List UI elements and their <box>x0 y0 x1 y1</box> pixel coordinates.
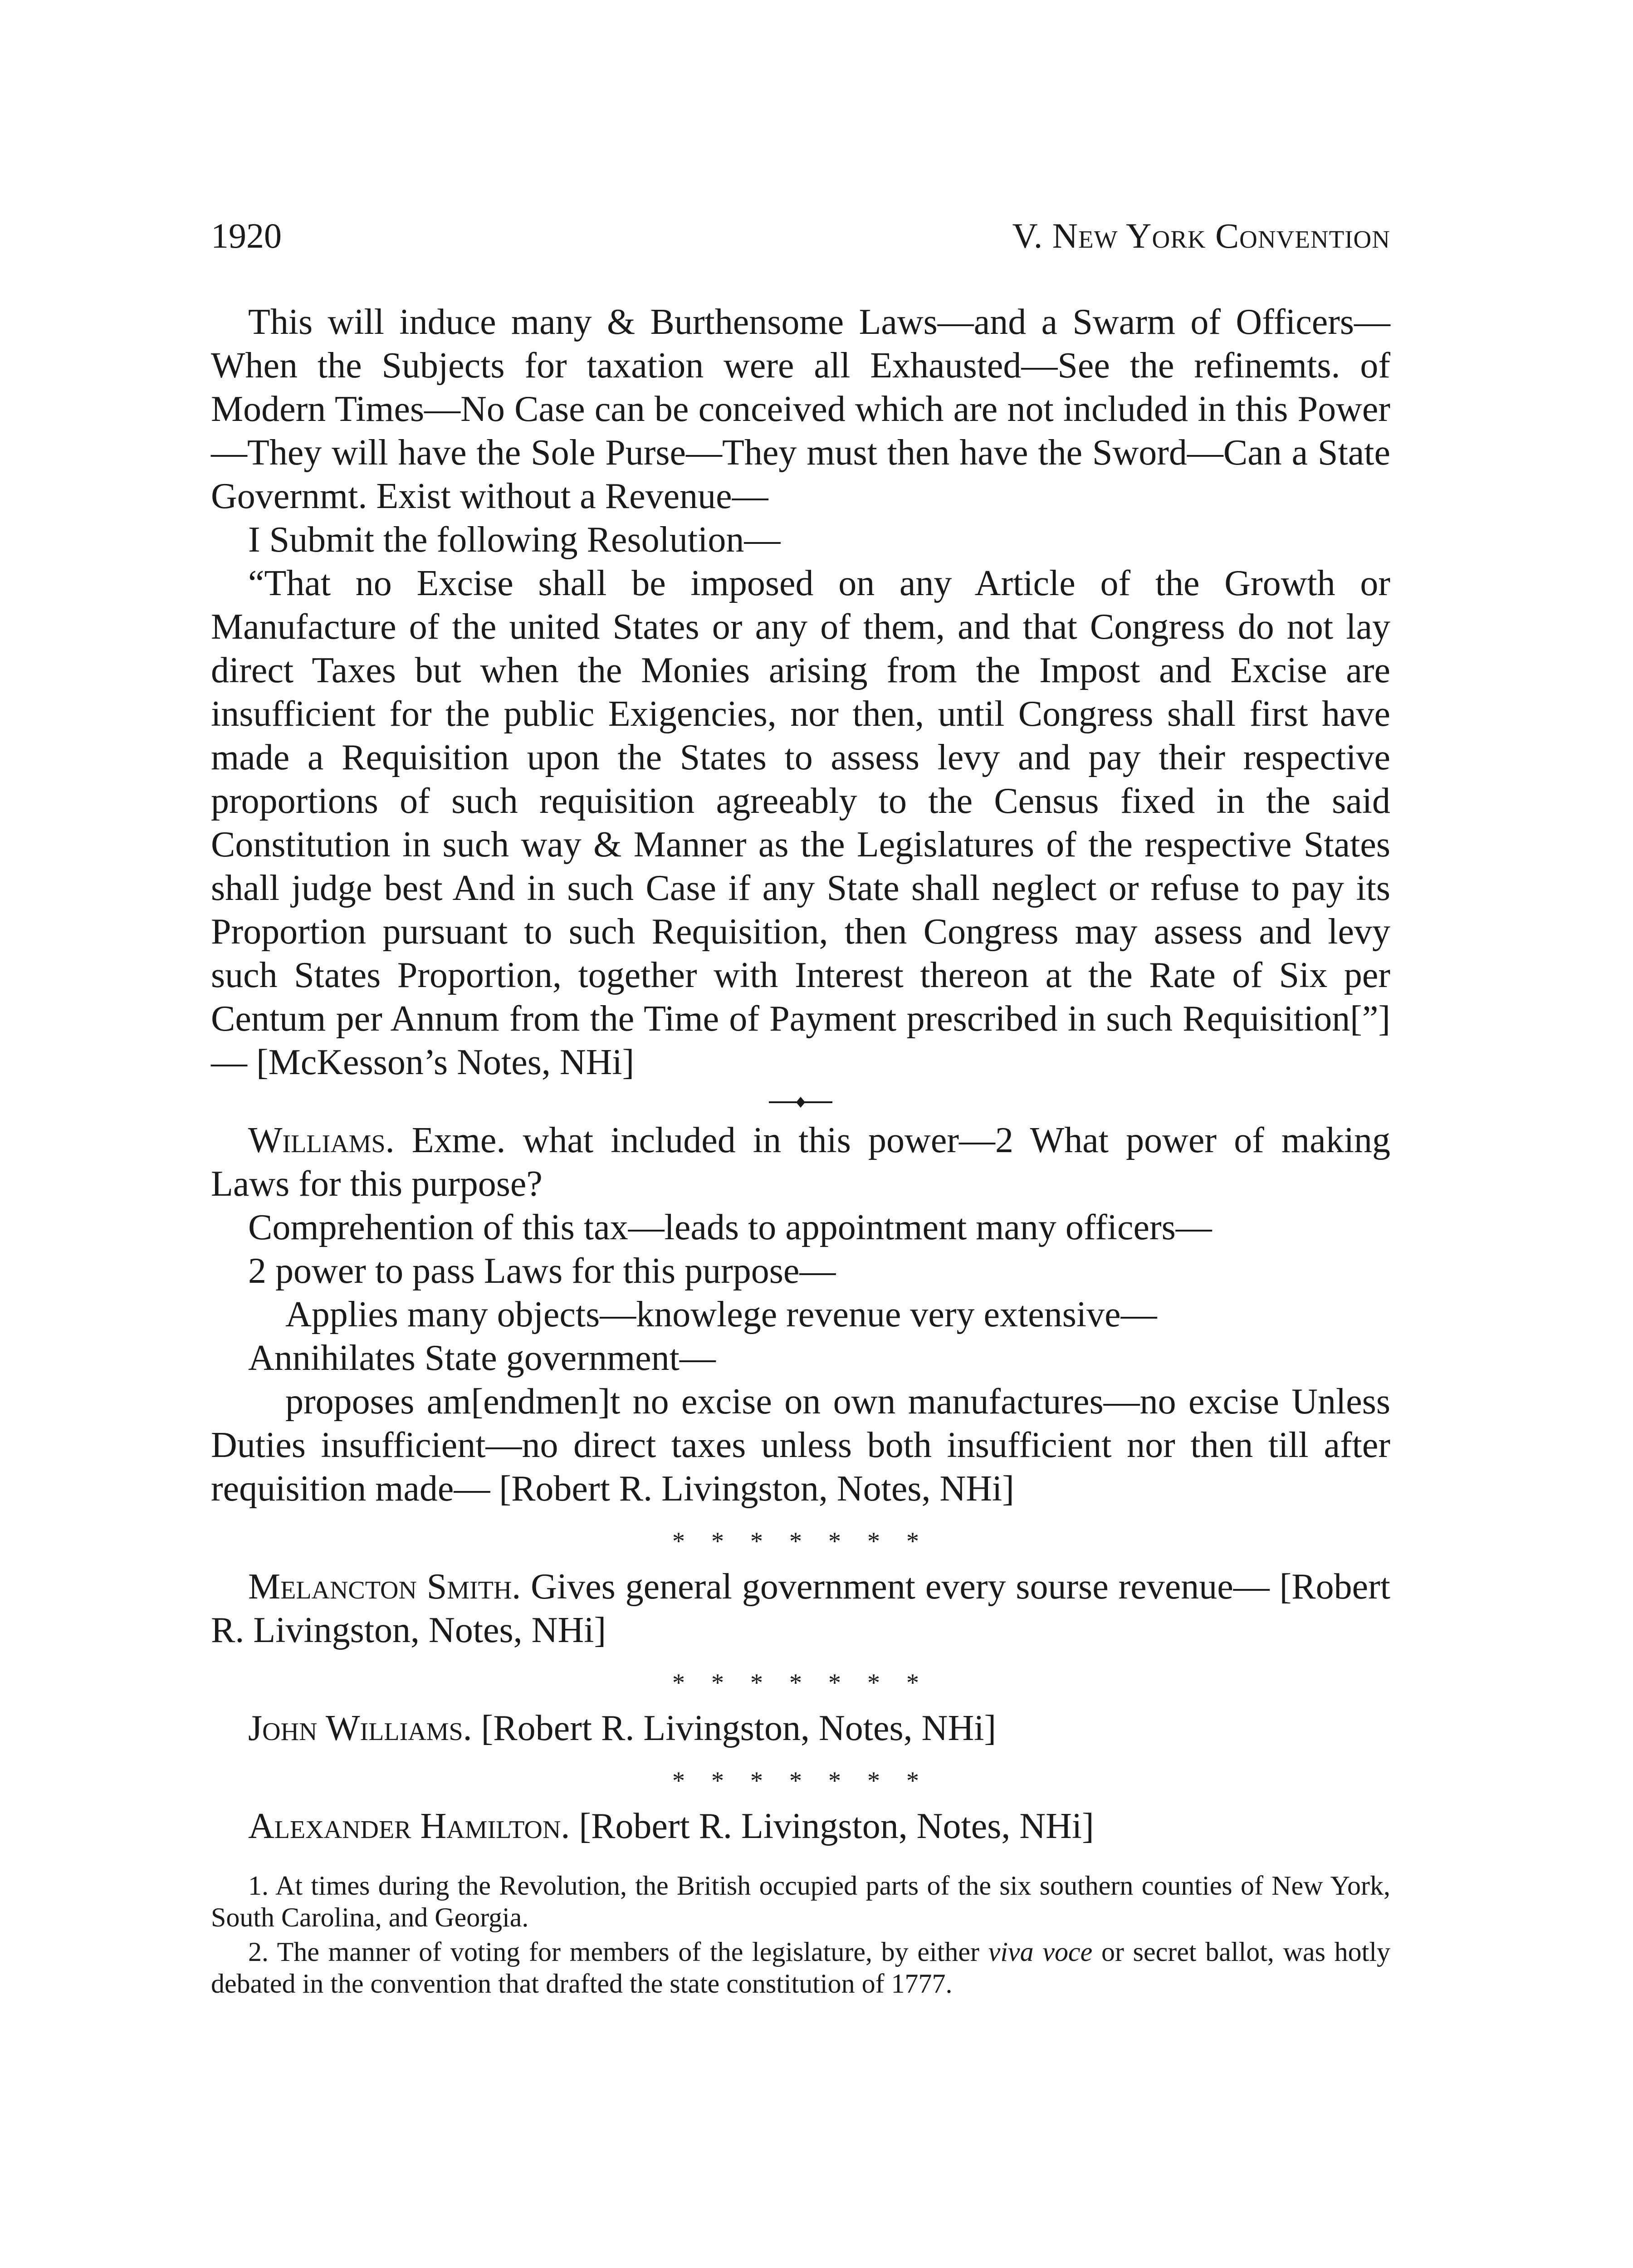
running-head: V. New York Convention <box>1012 216 1390 255</box>
asterisk-separator-2: * * * * * * * <box>672 1669 929 1697</box>
asterisk-separator-1: * * * * * * * <box>672 1527 929 1555</box>
section-ornament <box>211 1086 1390 1119</box>
footnotes <box>211 1870 1390 1999</box>
williams-line-6: proposes am[endmen]t no excise on own manufactures—no excise Unless Duties insufficient—no direct taxes unless both insufficient nor then till after requisition made— [Robert R. Livingston, Notes, NHi] <box>211 1382 1390 1509</box>
smith-text: Gives general government every sourse revenue— [Robert R. Livingston, Notes, NHi] <box>211 1567 1390 1650</box>
page-header <box>211 213 1390 259</box>
body-text <box>211 300 1390 1848</box>
speaker-john-williams: John Williams. <box>248 1708 472 1748</box>
mckesson-paragraph-1: This will induce many & Burthensome Laws—and a Swarm of Officers—When the Subjects for taxation were all Exhausted—See the refinemts. of Modern Times—No Case can be conceived which are not included in this Power—They will have the Sole Purse—They must then have the Sword—Can a State Governmt. Exist without a Revenue— <box>211 302 1390 516</box>
williams-line-2: Comprehention of this tax—leads to appointment many officers— <box>248 1207 1212 1247</box>
john-williams-paragraph <box>211 1706 1390 1750</box>
footnote-2-after: or secret ballot, was hotly debated in the convention that drafted the state constitution of 1777. <box>211 1937 1390 1999</box>
speaker-smith: Melancton Smith. <box>248 1567 521 1607</box>
williams-line-5: Annihilates State government— <box>248 1338 716 1378</box>
speaker-hamilton: Alexander Hamilton. <box>248 1806 570 1846</box>
footnote-2-italic: viva voce <box>988 1937 1093 1967</box>
hamilton-text: [Robert R. Livingston, Notes, NHi] <box>570 1806 1094 1846</box>
hamilton-paragraph <box>211 1804 1390 1848</box>
mckesson-resolution: “That no Excise shall be imposed on any Article of the Growth or Manufacture of the united States or any of them, and that Congress do not lay direct Taxes but when the Monies arising from the Impost and Excise are insufficient for the public Exigencies, nor then, until Congress shall first have made a Requisition upon the States to assess levy and pay their respective proportions of such requisition agreeably to the Census fixed in the said Constitution in such way & Manner as the Legislatures of the respective States shall judge best And in such Case if any State shall neglect or refuse to pay its Proportion pursuant to such Requisition, then Congress may assess and levy such States Proportion, together with Interest thereon at the Rate of Six per Centum per Annum from the Time of Payment prescribed in such Requisition[”]— [McKesson’s Notes, NHi] <box>211 563 1390 1082</box>
page-number: 1920 <box>211 216 282 255</box>
footnote-2-before: 2. The manner of voting for members of the legislature, by either <box>248 1937 988 1967</box>
smith-paragraph <box>211 1565 1390 1652</box>
john-williams-text: [Robert R. Livingston, Notes, NHi] <box>472 1708 997 1748</box>
williams-paragraph <box>211 1119 1390 1206</box>
speaker-williams: Williams. <box>248 1120 395 1160</box>
mckesson-paragraph-2: I Submit the following Resolution— <box>248 520 781 560</box>
footnote-2 <box>211 1936 1390 1999</box>
williams-line-4: Applies many objects—knowlege revenue very extensive— <box>285 1295 1157 1334</box>
footnote-1: 1. At times during the Revolution, the British occupied parts of the six southern counties of New York, South Carolina, and Georgia. <box>211 1871 1390 1932</box>
williams-line-1: Exme. what included in this power—2 What power of making Laws for this purpose? <box>211 1120 1390 1204</box>
asterisk-separator-3: * * * * * * * <box>672 1767 929 1795</box>
williams-line-3: 2 power to pass Laws for this purpose— <box>248 1251 836 1291</box>
diamond-rule-icon <box>769 1093 832 1111</box>
book-page <box>211 213 1390 2002</box>
